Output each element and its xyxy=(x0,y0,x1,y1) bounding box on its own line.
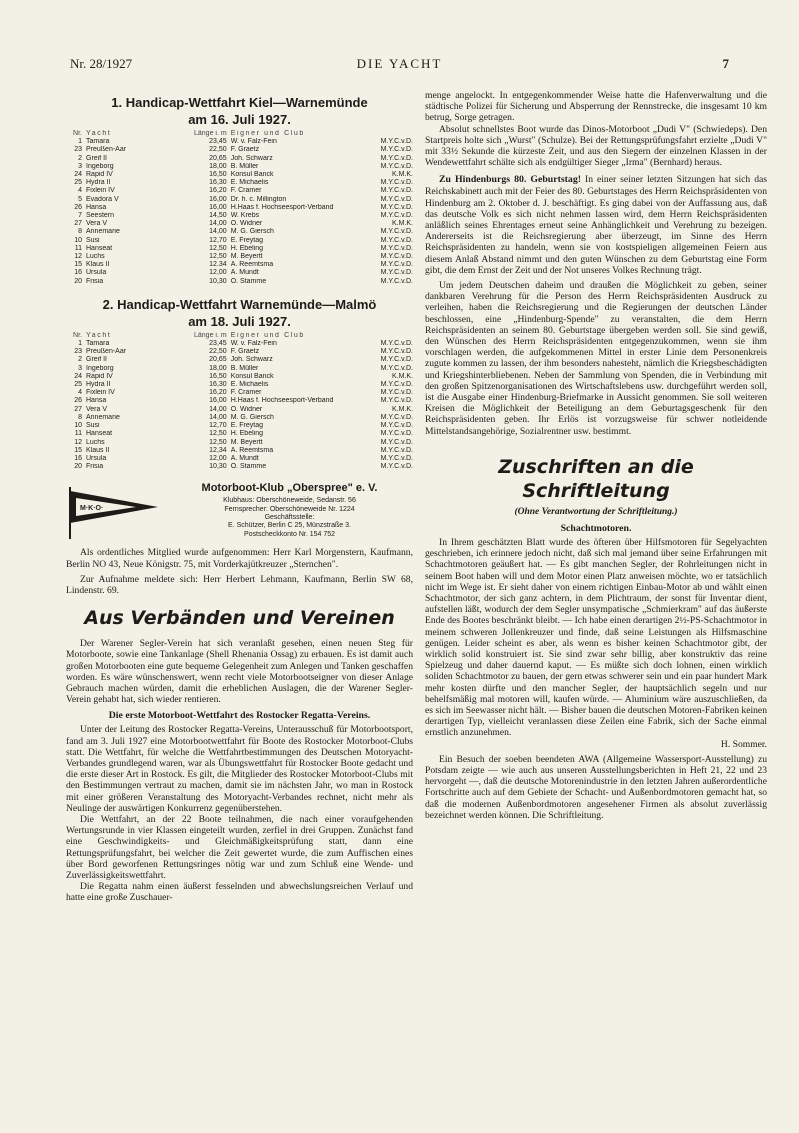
table-header-row xyxy=(66,332,413,340)
table-row xyxy=(66,278,413,286)
row-owner: F. Cramer xyxy=(230,187,262,195)
row-nr: 11 xyxy=(74,244,82,252)
row-owner: H.Haas f. Hochseesport-Verband xyxy=(230,203,334,211)
row-nr: 7 xyxy=(78,212,82,220)
row-club: M.Y.C.v.D. xyxy=(380,413,413,421)
flag-text: M·K·O· xyxy=(80,505,104,513)
row-nr: 15 xyxy=(74,446,82,454)
row-club: M.Y.C.v.D. xyxy=(380,381,413,389)
row-club: M.Y.C.v.D. xyxy=(380,389,413,397)
row-yacht: Ingeborg xyxy=(86,162,114,170)
club-info xyxy=(166,481,413,541)
table-row xyxy=(66,389,413,397)
row-owner: A. Mundt xyxy=(230,454,259,462)
row-owner: Konsul Banck xyxy=(230,171,274,179)
row-length: 20,65 xyxy=(209,154,227,162)
row-nr: 23 xyxy=(74,348,82,356)
row-nr: 1 xyxy=(78,340,82,348)
table-header-row xyxy=(66,130,413,138)
row-club: M.Y.C.v.D. xyxy=(380,236,413,244)
row-owner: Joh. Schwarz xyxy=(230,154,273,162)
letter-paragraph: In Ihrem geschätzten Blatt wurde des öfteren über Hilfsmotoren für Segelyachten geschrieben, ich erinnere jedoch nicht, daß sich mal jemand über seine Erfahrungen mit Schachtmotoren geäußert hat. — Es gibt manchen Segler, der Rohrleitungen nicht in seinem Boot haben will und dem Motor einen Platz anweisen möchte, wo er tatsächlich nicht im Wege ist. Er sieht daher von einem richtigen Einbau-Motor ab und wählt einen Schachtmotor, der sich ganz achtern, in dem Plichtraum, der sonst für Inventar dient, aufstellen läßt, wodurch der dem Segler unsympatische „Schmierkram" auf das äußerste Ende des Bootes beschränkt bleibt. — Ich habe einen derartigen 2½-PS-Schachtmotor in meinem schweren Jollenkreuzer und finde, daß seine Leistungen als Hilfsmaschine genügen. Leider scheint es aber, als wenn es bisher keinen Schachtmotor gibt, der wirklich solid konstruiert ist. Sie sind zwar sehr billig, aber konstruktiv das reine Spielzeug und daher dauernd kaput. — Es müßte sich doch lohnen, einen wirklich soliden Schachtmotor zu bauen, der gern etwas schwerer sein und ein paar hundert Mark mehr kosten dürfte und den mancher Segler, der hauptsächlich segeln und nur behelfsmäßig mal motoren will, kaufen würde. — Aluminium wäre auszuschließen, da es sich im Seewasser nicht hält. — Bisher bauen die deutschen Motoren-Fabriken keinen derartigen Typ, vielleicht veranlassen diese Zeilen eine Fabrik, sich der Sache einmal ernstlich anzunehmen. xyxy=(425,536,767,739)
row-nr: 26 xyxy=(74,397,82,405)
row-length: 14,00 xyxy=(209,413,227,421)
hindenburg-paragraph xyxy=(425,174,767,276)
row-club: M.Y.C.v.D. xyxy=(380,454,413,462)
left-column xyxy=(66,90,413,904)
row-club: M.Y.C.v.D. xyxy=(380,162,413,170)
row-yacht: Hydra II xyxy=(86,179,111,187)
row-owner: Joh. Schwarz xyxy=(230,356,273,364)
row-yacht: Luchs xyxy=(86,438,105,446)
row-length: 18,00 xyxy=(209,364,227,372)
article-paragraph: Die Regatta nahm einen äußerst fesselnden und abwechslungsreichen Verlauf und hatte eine große Zuschauer- xyxy=(66,881,413,904)
table-row xyxy=(66,422,413,430)
issue-number: Nr. 28/1927 xyxy=(70,56,133,71)
row-yacht: Tamara xyxy=(86,340,110,348)
row-length: 12,00 xyxy=(209,269,227,277)
row-length: 16,00 xyxy=(209,397,227,405)
col-yacht: Yacht xyxy=(86,130,112,137)
row-yacht: Preußen-Aar xyxy=(86,348,127,356)
table-row xyxy=(66,348,413,356)
row-nr: 27 xyxy=(74,220,82,228)
row-nr: 3 xyxy=(78,364,82,372)
race2-table xyxy=(66,332,413,471)
row-yacht: Greif II xyxy=(86,154,108,162)
row-owner: W. v. Falz-Fein xyxy=(230,138,277,146)
row-yacht: Hanseat xyxy=(86,430,113,438)
row-owner: O. Stamme xyxy=(230,277,267,285)
club-flag-icon xyxy=(66,481,166,541)
table-row xyxy=(66,356,413,364)
article-paragraph: Um jedem Deutschen daheim und draußen die Möglichkeit zu geben, seiner dankbaren Verehrung für die Person des Herrn Reichspräsidenten Ausdruck zu verleihen, haben die Reichsregierung und die Regierungen der deutschen Länder beschlossen, eine „Hindenburg-Spende" zu veranstalten, die dem Herrn Reichspräsidenten an seinem 80. Geburtstage übergeben werden soll. Sie sind gewiß, den Wünschen des Herrn Reichspräsidenten entgegenzukommen, wenn sie ihm vorschlagen werden, die aufgekommenen Mittel in erster Linie dem Personenkreis zugute kommen zu lassen, der ihm besonders nahesteht, nämlich die Kriegsbeschädigten und Kriegshinterbliebenen. Neben der Sammlung von Spenden, die in Verbindung mit den großen Spitzenorganisationen des Wirtschaftslebens usw. durchgeführt werden soll, ist die Ausgabe einer Hindenburg-Briefmarke in Aussicht genommen. Sie soll weiteren Kreisen die Möglichkeit der Beteiligung an dem Geburtagsgeschenk für den Reichspräsidenten geben. Ihr Erlös ist vorzugsweise für schwer notleidende Mittelstandsangehörige, Sozialrentner usw. bestimmt. xyxy=(425,280,767,437)
row-club: M.Y.C.v.D. xyxy=(380,277,413,285)
table-row xyxy=(66,340,413,348)
table-row xyxy=(66,155,413,163)
article-paragraph: Unter der Leitung des Rostocker Regatta-Vereins, Unterausschuß für Motorbootsport, fand am 3. Juli 1927 eine Motorbootwettfahrt für Boote des Rostocker Motorboot-Clubs statt. Die Wettfahrt, für welche die Wettfahrtbestimmungen des Deutschen Motoryacht-Verbandes grundlegend waren, war als Übungswettfahrt für Rostocker Boote gedacht und die erste dieser Art in Rostock. Es gilt, die Mitglieder des Rostocker Motorboot-Clubs mit den Bestimmungen vertraut zu machen, damit sie im nächsten Jahr, wo man in Rostock mit einer größeren Veranstaltung des Motoryacht-Verbandes rechnet, nicht mehr als Neulinge der auswärtigen Konkurrenz gegenüberstehen. xyxy=(66,724,413,814)
row-club: M.Y.C.v.D. xyxy=(380,146,413,154)
row-yacht: Frisia xyxy=(86,277,104,285)
club-account: Postscheckkonto Nr. 154 752 xyxy=(243,530,336,538)
table-row xyxy=(66,455,413,463)
row-length: 10,30 xyxy=(209,463,227,471)
row-nr: 2 xyxy=(78,356,82,364)
col-nr: Nr. xyxy=(73,331,82,339)
row-yacht: Greif II xyxy=(86,356,108,364)
table-row xyxy=(66,381,413,389)
row-club: M.Y.C.v.D. xyxy=(380,269,413,277)
race1-date: am 16. Juli 1927. xyxy=(188,112,291,127)
race2-date: am 18. Juli 1927. xyxy=(188,313,291,329)
row-nr: 23 xyxy=(74,146,82,154)
row-yacht: Vera V xyxy=(86,405,108,413)
row-length: 12,50 xyxy=(209,244,227,252)
row-owner: W. Krebs xyxy=(230,212,260,220)
row-club: M.Y.C.v.D. xyxy=(380,203,413,211)
row-nr: 20 xyxy=(74,277,82,285)
table-row xyxy=(66,212,413,220)
row-club: K.M.K. xyxy=(391,220,413,228)
table-row xyxy=(66,138,413,146)
row-yacht: Klaus II xyxy=(86,261,110,269)
row-length: 16,50 xyxy=(209,372,227,380)
row-club: M.Y.C.v.D. xyxy=(380,397,413,405)
table-row xyxy=(66,245,413,253)
row-length: 20,65 xyxy=(209,356,227,364)
row-nr: 11 xyxy=(74,430,82,438)
table-row xyxy=(66,196,413,204)
row-club: M.Y.C.v.D. xyxy=(380,138,413,146)
row-owner: M. G. Giersch xyxy=(230,413,274,421)
row-nr: 8 xyxy=(78,413,82,421)
row-yacht: Seestern xyxy=(86,212,115,220)
row-owner: O. Widner xyxy=(230,405,263,413)
row-nr: 24 xyxy=(74,372,82,380)
row-length: 12,00 xyxy=(209,454,227,462)
row-nr: 16 xyxy=(74,269,82,277)
row-length: 12,34 xyxy=(209,446,227,454)
row-yacht: Hydra II xyxy=(86,381,111,389)
table-row xyxy=(66,406,413,414)
row-owner: H.Haas f. Hochseesport-Verband xyxy=(230,397,334,405)
row-length: 14,00 xyxy=(209,220,227,228)
hindenburg-subheading: Zu Hindenburgs 80. Geburtstag! xyxy=(439,174,581,186)
col-owner-club: Eigner und Club xyxy=(230,331,305,339)
row-nr: 12 xyxy=(74,438,82,446)
row-yacht: Rapid IV xyxy=(86,372,113,380)
row-yacht: Fixlein IV xyxy=(86,389,115,397)
row-nr: 12 xyxy=(74,253,82,261)
row-club: M.Y.C.v.D. xyxy=(380,364,413,372)
row-yacht: Luchs xyxy=(86,253,105,261)
row-club: M.Y.C.v.D. xyxy=(380,356,413,364)
article-paragraph: Die Wettfahrt, an der 22 Boote teilnahmen, die nach einer voraufgehenden Wertungsrunde in vier Klassen eingeteilt wurden, zerfiel in drei Gruppen. Zunächst fand eine Geschwindigkeits- und Gleichmäßigkeitsprüfung statt, dann eine Rettungsprüfungsfahrt, bei welcher die Zeit gewertet wurde, die zum Auffischen eines über Bord geworfenen Rettungsringes nötig war und zum Schluß eine Wende- und Zuverlässigkeitswettfahrt. xyxy=(66,813,413,881)
table-row xyxy=(66,373,413,381)
row-club: M.Y.C.v.D. xyxy=(380,261,413,269)
row-length: 16,00 xyxy=(209,195,227,203)
row-yacht: Tamara xyxy=(86,138,110,146)
club-address: Klubhaus: Oberschöneweide, Sedanstr. 56 xyxy=(223,497,356,505)
letter-heading: Schachtmotoren. xyxy=(560,522,632,534)
row-yacht: Hansa xyxy=(86,397,107,405)
club-name: Motorboot-Klub „Oberspree" e. V. xyxy=(201,482,378,495)
row-yacht: Ingeborg xyxy=(86,364,114,372)
row-yacht: Klaus II xyxy=(86,446,110,454)
race2-title: 2. Handicap-Wettfahrt Warnemünde—Malmö xyxy=(102,296,377,312)
col-nr: Nr. xyxy=(73,130,82,137)
table-row xyxy=(66,447,413,455)
page-number: 7 xyxy=(722,56,729,71)
row-owner: E. Freytag xyxy=(230,236,263,244)
row-owner: E. Freytag xyxy=(230,422,263,430)
row-length: 14,00 xyxy=(209,228,227,236)
row-club: M.Y.C.v.D. xyxy=(380,228,413,236)
race1-title: 1. Handicap-Wettfahrt Kiel—Warnemünde xyxy=(111,95,368,110)
row-yacht: Hansa xyxy=(86,203,107,211)
row-owner: E. Michaelis xyxy=(230,179,269,187)
row-nr: 8 xyxy=(78,228,82,236)
row-owner: H. Ebeling xyxy=(230,244,263,252)
race1-table xyxy=(66,130,413,286)
row-owner: Dr. h. c. Millington xyxy=(230,195,287,203)
row-nr: 24 xyxy=(74,171,82,179)
row-yacht: Preußen-Aar xyxy=(86,146,127,154)
row-owner: F. Graetz xyxy=(230,146,260,154)
row-owner: B. Müller xyxy=(230,364,259,372)
row-yacht: Hanseat xyxy=(86,244,113,252)
row-owner: M. Beyertt xyxy=(230,438,263,446)
section-disclaimer: (Ohne Verantwortung der Schriftleitung.) xyxy=(514,506,678,517)
row-length: 16,50 xyxy=(209,171,227,179)
table-row xyxy=(66,261,413,269)
row-length: 16,30 xyxy=(209,179,227,187)
row-length: 23,45 xyxy=(209,138,227,146)
row-length: 12,70 xyxy=(209,422,227,430)
row-length: 16,20 xyxy=(209,187,227,195)
row-owner: M. G. Giersch xyxy=(230,228,274,236)
club-office: E. Schützer, Berlin C 25, Münzstraße 3. xyxy=(228,522,351,530)
table-row xyxy=(66,163,413,171)
row-owner: B. Müller xyxy=(230,162,259,170)
section-title-zuschriften: Zuschriften an die Schriftleitung xyxy=(498,455,694,502)
row-club: K.M.K. xyxy=(391,171,413,179)
row-club: M.Y.C.v.D. xyxy=(380,446,413,454)
row-yacht: Ursula xyxy=(86,269,107,277)
row-yacht: Susi xyxy=(86,236,100,244)
row-owner: W. v. Falz-Fein xyxy=(230,340,277,348)
row-owner: M. Beyertt xyxy=(230,253,263,261)
row-yacht: Rapid IV xyxy=(86,171,113,179)
table-row xyxy=(66,171,413,179)
row-length: 12,70 xyxy=(209,236,227,244)
right-column xyxy=(425,90,767,821)
row-club: M.Y.C.v.D. xyxy=(380,253,413,261)
row-yacht: Fixlein IV xyxy=(86,187,115,195)
row-length: 12,50 xyxy=(209,430,227,438)
letter-signature: H. Sommer. xyxy=(720,738,767,750)
club-notice xyxy=(66,481,413,541)
row-yacht: Evadora V xyxy=(86,195,119,203)
row-nr: 27 xyxy=(74,405,82,413)
row-club: M.Y.C.v.D. xyxy=(380,438,413,446)
table-row xyxy=(66,220,413,228)
club-member-paragraph: Als ordentliches Mitglied wurde aufgenommen: Herr Karl Morgenstern, Kaufmann, Berlin NO 43, Neue Königstr. 75, mit Vorderkajütkreuzer „Sternchen". xyxy=(66,547,413,570)
table-row xyxy=(66,187,413,195)
club-phone: Fernsprecher: Oberschöneweide Nr. 1224 xyxy=(224,505,355,513)
row-club: K.M.K. xyxy=(391,372,413,380)
row-club: M.Y.C.v.D. xyxy=(380,348,413,356)
row-club: M.Y.C.v.D. xyxy=(380,430,413,438)
club-office-label: Geschäftsstelle: xyxy=(264,513,315,521)
table-row xyxy=(66,365,413,373)
row-owner: A. Reemtsma xyxy=(230,261,274,269)
row-length: 16,20 xyxy=(209,389,227,397)
row-nr: 3 xyxy=(78,162,82,170)
table-row xyxy=(66,146,413,154)
article-subheading: Die erste Motorboot-Wettfahrt des Rostocker Regatta-Vereins. xyxy=(108,710,371,722)
row-nr: 26 xyxy=(74,203,82,211)
table-row xyxy=(66,414,413,422)
table-row xyxy=(66,439,413,447)
row-owner: E. Michaelis xyxy=(230,381,269,389)
row-nr: 25 xyxy=(74,179,82,187)
row-length: 12,50 xyxy=(209,438,227,446)
row-owner: F. Graetz xyxy=(230,348,260,356)
row-owner: Konsul Banck xyxy=(230,372,274,380)
magazine-title: DIE YACHT xyxy=(356,56,443,71)
row-yacht: Vera V xyxy=(86,220,108,228)
row-club: M.Y.C.v.D. xyxy=(380,187,413,195)
col-length: Länge i. m xyxy=(194,331,227,339)
row-length: 14,00 xyxy=(209,405,227,413)
row-club: M.Y.C.v.D. xyxy=(380,179,413,187)
row-owner: O. Widner xyxy=(230,220,263,228)
row-club: M.Y.C.v.D. xyxy=(380,195,413,203)
row-length: 23,45 xyxy=(209,340,227,348)
row-club: M.Y.C.v.D. xyxy=(380,154,413,162)
section-title-verbaende: Aus Verbänden und Vereinen xyxy=(84,607,395,630)
row-nr: 4 xyxy=(78,389,82,397)
row-length: 22,50 xyxy=(209,146,227,154)
table-row xyxy=(66,430,413,438)
table-row xyxy=(66,204,413,212)
col-yacht: Yacht xyxy=(86,331,112,339)
row-nr: 4 xyxy=(78,187,82,195)
article-paragraph: Absolut schnellstes Boot wurde das Dinos-Motorboot „Dudi V" (Schwiedeps). Den Startpreis holte sich „Wurst" (Schulze). Bei der Rettungsprüfungsfahrt erzielte „Dudi V" mit 33½ Sekunde die kürzeste Zeit, und aus den Siegern der einzelnen Klassen in der Wendewettfahrt schälte sich als endgültiger Sieger „Irma" (Bernhard) heraus. xyxy=(425,123,767,169)
table-row xyxy=(66,237,413,245)
table-row xyxy=(66,463,413,471)
row-length: 12.34 xyxy=(209,261,227,269)
row-nr: 2 xyxy=(78,154,82,162)
row-club: M.Y.C.v.D. xyxy=(380,422,413,430)
row-nr: 20 xyxy=(74,463,82,471)
row-club: M.Y.C.v.D. xyxy=(380,212,413,220)
row-club: M.Y.C.v.D. xyxy=(380,340,413,348)
table-row xyxy=(66,179,413,187)
page-header xyxy=(70,56,729,76)
club-application-paragraph: Zur Aufnahme meldete sich: Herr Herbert Lehmann, Kaufmann, Berlin SW 68, Lindenstr. 69. xyxy=(66,573,413,596)
hindenburg-text: In einer seiner letzten Sitzungen hat sich das Reichskabinett auch mit der Feier des 80. Geburtstages des Herrn Reichspräsidenten von Hindenburg am 2. Oktober d. J. beschäftigt. Es ging dabei von der Auffassung aus, daß das deutsche Volk es sich nicht nehmen lassen wird, dem Herrn Reichspräsidenten anläßlich seines Ehrentages erneut seine Anhänglichkeit und Verehrung zu bezeigen. Andererseits ist die Reichsregierung aber überzeugt, im Sinne des Herrn Reichspräsidenten zu handeln, wenn sie von kostspieligen allgemeinen Feiern aus diesem Anlaß Abstand nimmt und den guten Wünschen zu dem Geburtstag eine Form gibt, die dem Ernst der Zeit und der Not unseres Volkes Rechnung trägt. xyxy=(425,174,768,276)
race1-heading xyxy=(66,94,413,128)
col-length: Länge i. m xyxy=(194,130,227,137)
row-nr: 16 xyxy=(74,454,82,462)
row-length: 16,00 xyxy=(209,203,227,211)
row-yacht: Annemarie xyxy=(86,228,120,236)
table-row xyxy=(66,228,413,236)
row-nr: 5 xyxy=(78,195,82,203)
row-length: 12,50 xyxy=(209,253,227,261)
article-paragraph: Ein Besuch der soeben beendeten AWA (Allgemeine Wassersport-Ausstellung) zu Potsdam zeigte — wie auch aus unseren Ausstellungsberichten in Heft 21, 22 und 23 hervorgeht —, daß die deutsche Motorenindustrie in den letzten Jahren außerordentliche Fortschritte auch auf dem Gebiete der Schacht- und Außenbordmotoren gemacht hat, so daß die modernen Außenbordmotoren angesehener Firmen als absolut zuverlässig bezeichnet werden können. Die Schriftleitung. xyxy=(425,753,767,821)
row-yacht: Frisia xyxy=(86,463,104,471)
row-nr: 1 xyxy=(78,138,82,146)
table-row xyxy=(66,397,413,405)
article-paragraph: Der Warener Segler-Verein hat sich veranlaßt gesehen, einen neuen Steg für Motorboote, sowie eine Tankanlage (Shell Rhenania Ossag) zu erbauen. Es ist damit auch großen Motorbooten eine gute bequeme Gelegenheit zum Anlegen und Tanken geschaffen worden. Es wäre wünschenswert, wenn recht viele Motorbootseigner von dieser Anlage Gebrauch machen würden, damit die erheblichen Auslagen, die der Warener Segler-Verein gehabt hat, sich wieder rentieren. xyxy=(66,638,413,706)
table-row xyxy=(66,253,413,261)
row-nr: 10 xyxy=(74,236,82,244)
row-club: K.M.K. xyxy=(391,405,413,413)
table-row xyxy=(66,269,413,277)
row-club: M.Y.C.v.D. xyxy=(380,244,413,252)
row-length: 22,50 xyxy=(209,348,227,356)
row-owner: F. Cramer xyxy=(230,389,262,397)
row-nr: 25 xyxy=(74,381,82,389)
row-yacht: Annemarie xyxy=(86,413,120,421)
row-yacht: Ursula xyxy=(86,454,107,462)
row-nr: 15 xyxy=(74,261,82,269)
row-nr: 10 xyxy=(74,422,82,430)
row-owner: H. Ebeling xyxy=(230,430,263,438)
row-club: M.Y.C.v.D. xyxy=(380,463,413,471)
row-length: 14,50 xyxy=(209,212,227,220)
row-length: 16,30 xyxy=(209,381,227,389)
row-length: 18,00 xyxy=(209,162,227,170)
row-length: 10,30 xyxy=(209,277,227,285)
row-yacht: Susi xyxy=(86,422,100,430)
col-owner-club: Eigner und Club xyxy=(230,130,305,137)
row-owner: A. Mundt xyxy=(230,269,259,277)
row-owner: O. Stamme xyxy=(230,463,267,471)
article-paragraph: menge angelockt. In entgegenkommender Weise hatte die Hafenverwaltung und die städtische Polizei für Sicherung und Absperrung der Rennstrecke, die insgesamt 10 km betrug, Sorge getragen. xyxy=(425,90,767,124)
row-owner: A. Reemtsma xyxy=(230,446,274,454)
race2-heading xyxy=(66,296,413,330)
